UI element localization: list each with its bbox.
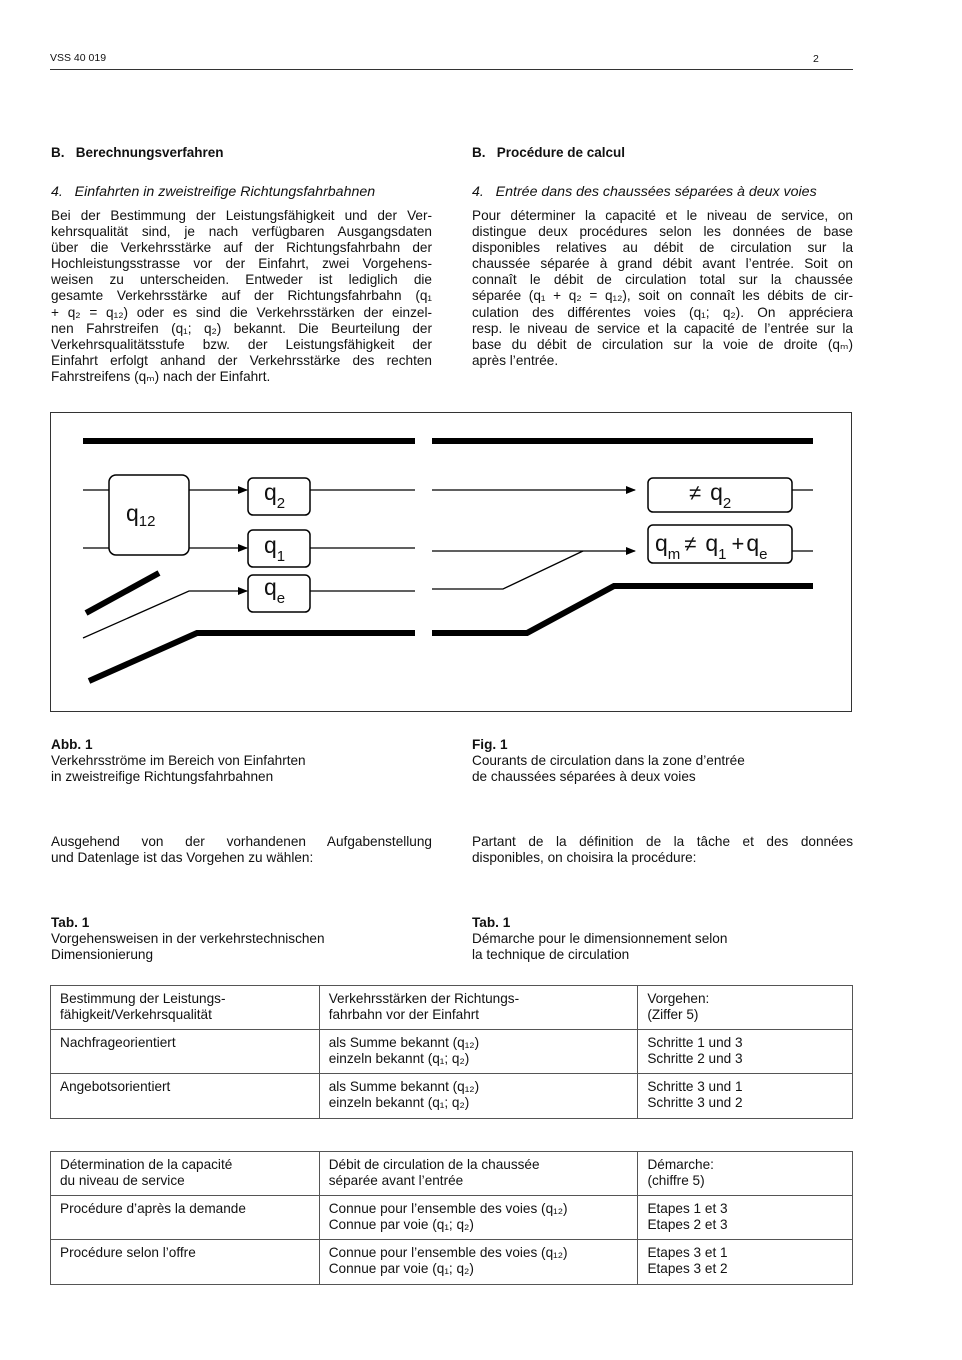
paragraph-line: Einfahrt erfolgt anhand der Verkehrsstärke des rechten	[51, 352, 432, 368]
paragraph-line: weisen zu unterscheiden. Entweder ist lediglich die	[51, 272, 432, 288]
table-cell-line: (Ziffer 5)	[647, 1007, 699, 1023]
table-cell-line: Etapes 1 et 3	[647, 1201, 728, 1217]
table-title-fr: Tab. 1	[472, 915, 511, 930]
table-cell-line: als Summe bekannt (q₁₂)	[328, 1079, 480, 1095]
paragraph-line: base du débit de circulation sur la voie de droite (qₘ)	[472, 336, 853, 352]
table-cell-line: Angebotsorientiert	[60, 1079, 171, 1095]
label-q12: $q_{12}$	[126, 500, 156, 530]
label-qe: $q_e$	[264, 574, 286, 607]
paragraph-line: über die Verkehrsstärke auf der Richtungsfahrbahn der	[51, 240, 432, 256]
table-cell	[319, 1152, 638, 1196]
figure-frame	[50, 412, 852, 712]
table-cell-line: Nachfrageorientiert	[60, 1035, 176, 1051]
table-cell	[51, 1196, 320, 1240]
table-cell	[638, 1240, 853, 1284]
table-cell-line: Détermination de la capacité	[60, 1157, 233, 1172]
procedure-table-fr	[50, 1151, 853, 1285]
paragraph-line: après l’entrée.	[472, 352, 559, 368]
paragraph-fr	[472, 208, 853, 369]
figure-caption-line: de chaussées séparées à deux voies	[472, 769, 696, 785]
paragraph-line: resp. le niveau de service et la capacité de l’entrée sur la	[472, 320, 853, 336]
table-cell-line: Débit de circulation de la chaussée	[328, 1157, 540, 1172]
table-cell-line: Vorgehen:	[647, 991, 710, 1006]
label-qm-formula: $q_m \ne q_1 +q_e$	[655, 530, 768, 563]
table-cell	[638, 1196, 853, 1240]
table-cell-line: Démarche:	[647, 1157, 714, 1172]
table-cell-line: Etapes 2 et 3	[647, 1217, 728, 1233]
table-cell-line: als Summe bekannt (q₁₂)	[328, 1035, 480, 1051]
label-not-equal-q2: ≠ $q_2$	[689, 479, 732, 512]
paragraph-line: Fahrstreifens (qₘ) nach der Einfahrt.	[51, 368, 271, 384]
table-cell-line: Connue par voie (q₁; q₂)	[328, 1261, 474, 1277]
figure-title-fr: Fig. 1	[472, 737, 508, 752]
table-cell	[638, 986, 853, 1030]
section-heading-de: B. Berechnungsverfahren	[51, 145, 224, 160]
header-rule	[50, 69, 853, 70]
right-bottom-barrier	[432, 586, 813, 633]
paragraph-line: connaît le débit de circulation total sur la chaussée	[472, 272, 853, 288]
table-cell	[638, 1152, 853, 1196]
table-caption-line: Dimensionierung	[51, 947, 154, 963]
table-cell	[51, 1074, 320, 1118]
table-row	[51, 1074, 853, 1118]
paragraph-line: nen Fahrstreifen (q₁; q₂) bekannt. Die Beurteilung der	[51, 320, 432, 336]
paragraph-line: chaussée séparée à grand débit avant l’entrée. Soit on	[472, 256, 853, 272]
figure-caption-line: Courants de circulation dans la zone d’entrée	[472, 753, 745, 769]
table-caption-fr	[472, 915, 853, 963]
table-caption-line: Démarche pour le dimensionnement selon	[472, 931, 728, 947]
table-cell	[319, 1196, 638, 1240]
table-caption-line: la technique de circulation	[472, 947, 630, 963]
table-cell	[319, 1240, 638, 1284]
table-cell-line: Schritte 2 und 3	[647, 1051, 743, 1067]
subsection-heading-de: 4. Einfahrten in zweistreifige Richtungsfahrbahnen	[51, 184, 376, 200]
paragraph-line: Hochleistungsstrasse vor der Einfahrt, zwei Vorgehens-	[51, 256, 432, 272]
table-cell-line: einzeln bekannt (q₁; q₂)	[328, 1051, 470, 1067]
paragraph-line: Pour déterminer la capacité et le niveau de service, on	[472, 208, 853, 223]
table-cell-line: fähigkeit/Verkehrsqualität	[60, 1007, 212, 1023]
table-cell	[319, 1030, 638, 1074]
table-cell-line: du niveau de service	[60, 1173, 185, 1189]
table-row	[51, 1196, 853, 1240]
paragraph-line: distingue deux procédures selon les données de base	[472, 224, 853, 240]
label-q2: $q_2$	[264, 479, 286, 512]
paragraph-line: Bei der Bestimmung der Leistungsfähigkeit und der Ver-	[51, 208, 432, 223]
traffic-flow-diagram	[51, 413, 851, 711]
table-cell	[319, 1074, 638, 1118]
paragraph-line: culation des différentes voies (q₁; q₂). On appréciera	[472, 304, 853, 320]
table-cell	[638, 1074, 853, 1118]
table-cell-line: Bestimmung der Leistungs-	[60, 991, 226, 1006]
table-cell	[51, 986, 320, 1030]
paragraph-de	[51, 208, 432, 385]
table-cell-line: Etapes 3 et 1	[647, 1245, 728, 1261]
table-row	[51, 1240, 853, 1284]
page-number: 2	[813, 53, 819, 65]
table-cell	[51, 1030, 320, 1074]
table-cell-line: Schritte 1 und 3	[647, 1035, 743, 1051]
table-row	[51, 986, 853, 1030]
figure-title-de: Abb. 1	[51, 737, 93, 752]
paragraph-line: séparée (q₁ + q₂ = q₁₂), soit on connaît les débits de cir-	[472, 288, 853, 304]
table-row	[51, 1152, 853, 1196]
table-cell-line: Schritte 3 und 1	[647, 1079, 743, 1095]
table-cell-line: Connue par voie (q₁; q₂)	[328, 1217, 474, 1233]
figure-caption-line: in zweistreifige Richtungsfahrbahnen	[51, 769, 274, 785]
table-cell-line: fahrbahn vor der Einfahrt	[328, 1007, 480, 1023]
paragraph-line: kehrsqualität sind, je nach verfügbaren Ausgangsdaten	[51, 224, 432, 240]
table-cell-line: Verkehrsstärken der Richtungs-	[328, 991, 520, 1006]
paragraph-line: + q₂ = q₁₂) oder es sind die Verkehrsstärken der einzel-	[51, 304, 432, 320]
label-q1: $q_1$	[264, 532, 286, 565]
figure-caption-line: Verkehrsströme im Bereich von Einfahrten	[51, 753, 306, 769]
table-cell	[51, 1152, 320, 1196]
section-heading-fr: B. Procédure de calcul	[472, 145, 626, 160]
table-cell-line: Schritte 3 und 2	[647, 1095, 743, 1111]
procedure-table-de	[50, 985, 853, 1119]
table-cell-line: Connue pour l’ensemble des voies (q₁₂)	[328, 1201, 568, 1217]
table-cell-line: Procédure d’après la demande	[60, 1201, 246, 1217]
table-cell	[51, 1240, 320, 1284]
intro-fr: Partant de la définition de la tâche et des données disponibles, on choisira la procédure:	[472, 834, 853, 866]
paragraph-line: disponibles relatives au débit de circulation sur la	[472, 240, 853, 256]
figure-caption-de	[51, 737, 432, 785]
table-cell-line: Etapes 3 et 2	[647, 1261, 728, 1277]
table-row	[51, 1030, 853, 1074]
table-cell	[638, 1030, 853, 1074]
table-cell-line: einzeln bekannt (q₁; q₂)	[328, 1095, 470, 1111]
table-cell-line: Connue pour l’ensemble des voies (q₁₂)	[328, 1245, 568, 1261]
left-merge-nose	[86, 573, 159, 613]
paragraph-line: gesamte Verkehrsstärke auf der Richtungsfahrbahn (q₁	[51, 288, 432, 304]
table-cell-line: (chiffre 5)	[647, 1173, 705, 1189]
table-caption-line: Vorgehensweisen in der verkehrstechnischen	[51, 931, 325, 947]
table-cell	[319, 986, 638, 1030]
table-cell-line: Procédure selon l’offre	[60, 1245, 196, 1261]
figure-caption-fr	[472, 737, 853, 785]
table-title-de: Tab. 1	[51, 915, 90, 930]
subsection-heading-fr: 4. Entrée dans des chaussées séparées à deux voies	[472, 184, 817, 200]
intro-de: Ausgehend von der vorhandenen Aufgabenstellung und Datenlage ist das Vorgehen zu wählen:	[51, 834, 432, 866]
paragraph-line: Verkehrsqualitätsstufe bzw. der Leistungsfähigkeit der	[51, 336, 432, 352]
table-caption-de	[51, 915, 432, 963]
document-id: VSS 40 019	[50, 52, 107, 64]
table-cell-line: séparée avant l’entrée	[328, 1173, 464, 1189]
left-bottom-barrier	[89, 633, 415, 681]
